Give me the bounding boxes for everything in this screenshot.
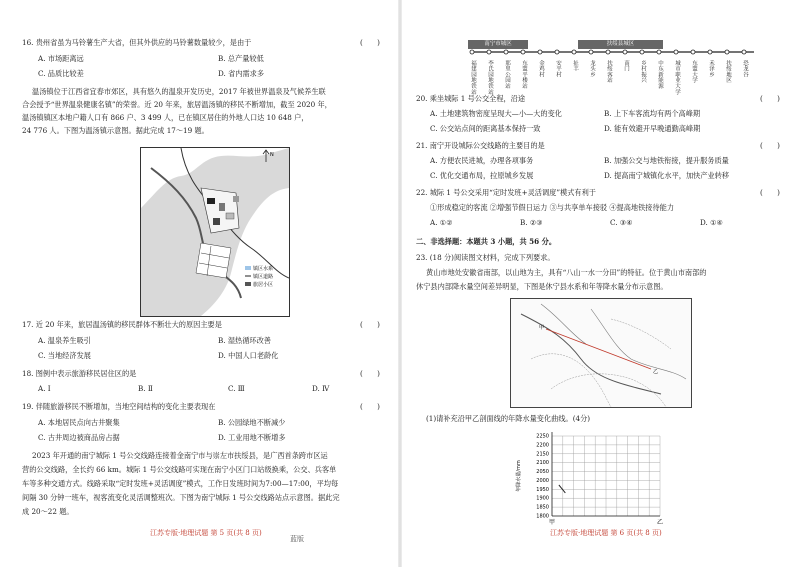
stop-marker — [538, 50, 542, 54]
q21-option-d[interactable]: D. 提高南宁城镇化水平，加快产业转移 — [604, 171, 730, 180]
y-tick-label: 2050 — [536, 469, 549, 476]
y-tick-label: 2100 — [536, 460, 549, 467]
q22-option-a[interactable]: A. ①② — [430, 218, 453, 227]
profile-end-label: 乙 — [653, 369, 659, 375]
precip-series-line — [559, 485, 565, 493]
tributary — [541, 304, 586, 344]
tributary — [591, 309, 686, 379]
isohyet-line — [531, 354, 611, 407]
route-stop-5: 金鸡村 — [537, 60, 544, 78]
y-tick-label: 2200 — [536, 442, 549, 449]
stop-marker — [572, 50, 576, 54]
q20-option-c[interactable]: C. 公交站点间的距离基本保持一致 — [430, 124, 541, 133]
q16-option-d[interactable]: D. 省内需求多 — [218, 69, 265, 78]
passage-20-22-line-5: 成 20～22 题。 — [22, 507, 74, 516]
lower-district — [196, 243, 231, 278]
stop-marker — [555, 50, 559, 54]
q19-option-a[interactable]: A. 本地居民点向古井聚集 — [38, 418, 120, 427]
route-stop-17: 恐龙谷 — [741, 60, 748, 78]
q18-option-d[interactable]: D. Ⅳ — [312, 384, 330, 393]
q18-option-c[interactable]: C. Ⅲ — [228, 384, 245, 393]
q23-passage-line-2: 休宁县内部降水量空间差异明显，下图是休宁县水系和年等降水量分布示意图。 — [416, 282, 668, 291]
q19-answer-paren[interactable]: ( ) — [360, 402, 380, 411]
passage-20-22-line-4: 间隔 30 分钟一班车，视客流变化灵活调整班次。下图为南宁城际 1 号公交线路站点示意图。据此完 — [22, 493, 340, 502]
route-stop-6: 安平村 — [554, 60, 561, 78]
q20-stem: 20. 乘坐城际 1 号公交全程，沿途 — [416, 94, 526, 103]
left-footer: 江苏专版·地理试题 第 5 页(共 8 页) — [150, 529, 262, 537]
settlement-block-4 — [213, 218, 220, 225]
q18-stem: 18. 图例中表示旅游移民居住区的是 — [22, 369, 137, 378]
route-line-svg — [468, 46, 758, 66]
y-tick-label: 2000 — [536, 477, 549, 484]
isohyet-line — [611, 319, 671, 349]
settlement-block-5 — [233, 196, 239, 202]
stop-marker — [640, 50, 644, 54]
left-watermark: 蓝版 — [290, 535, 304, 543]
q21-answer-paren[interactable]: ( ) — [760, 141, 780, 150]
q18-option-a[interactable]: A. Ⅰ — [38, 384, 51, 393]
section-2-heading: 二、非选择题：本题共 3 小题，共 56 分。 — [416, 237, 557, 246]
stop-marker — [623, 50, 627, 54]
precipitation-chart — [510, 428, 710, 528]
q17-option-d[interactable]: D. 中国人口老龄化 — [218, 351, 279, 360]
q16-option-c[interactable]: C. 品质比较差 — [38, 69, 84, 78]
route-stop-14: 东盟大学 — [690, 60, 697, 84]
passage-17-19-line-3: 温汤镇镇区本地户籍人口有 866 户、3 499 人，已在镇区居住的外地人口达 10 648 户， — [22, 113, 309, 122]
q19-stem: 19. 伴随旅游移民不断增加，当地空间结构的变化主要表现在 — [22, 402, 216, 411]
xiuning-isohyet-map — [510, 298, 692, 408]
route-stop-2: 李氏园地铁站 — [486, 60, 493, 95]
legend-residence-swatch — [245, 282, 251, 286]
stop-marker — [606, 50, 610, 54]
legend-water-label: 镇区水系 — [253, 266, 274, 272]
passage-17-19-line-1: 温汤镇位于江西省宜春市郊区，具有悠久的温泉开发历史，2017 年被世界温泉及气候养生联 — [32, 87, 326, 96]
q23-passage-line-1: 黄山市地处安徽省南部，以山地为主，具有“八山一水一分田”的特征。位于黄山市南部的 — [426, 268, 707, 277]
right-footer: 江苏专版·地理试题 第 6 页(共 8 页) — [550, 529, 662, 537]
q21-stem: 21. 南宁开设城际公交线路的主要目的是 — [416, 141, 545, 150]
q21-option-c[interactable]: C. 优化交通布局，拉原城乡发展 — [430, 171, 534, 180]
q22-answer-paren[interactable]: ( ) — [760, 188, 780, 197]
route-stop-9: 扶绥客站 — [605, 60, 612, 84]
q22-option-b[interactable]: B. ②③ — [520, 218, 543, 227]
stop-marker — [691, 50, 695, 54]
stop-marker — [521, 50, 525, 54]
y-tick-label: 2150 — [536, 451, 549, 458]
route-stop-1: 福建园地铁站 — [469, 60, 476, 95]
q21-option-a[interactable]: A. 方便农民进城，办理各项事务 — [430, 156, 534, 165]
q17-answer-paren[interactable]: ( ) — [360, 320, 380, 329]
q20-option-a[interactable]: A. 土地建筑物密度呈现大—小—大的变化 — [430, 109, 562, 118]
q23-stem: 23. (18 分)阅读图文材料，完成下列要求。 — [416, 253, 555, 262]
route-stop-7: 扯丰 — [571, 60, 578, 72]
route-stop-16: 扶绥地区 — [724, 60, 731, 84]
north-label: N — [270, 152, 274, 158]
q21-option-b[interactable]: B. 加强公交与地铁衔接，提升服务质量 — [604, 156, 729, 165]
route-stop-8: 龙头乡 — [588, 60, 595, 78]
map-drawing — [141, 148, 289, 316]
isohyet-drawing — [511, 299, 691, 407]
q22-option-c[interactable]: C. ③④ — [610, 218, 633, 227]
y-tick-label: 1950 — [536, 486, 549, 493]
stop-marker — [504, 50, 508, 54]
stop-marker — [470, 50, 474, 54]
route-stop-15: 禾泽乡 — [707, 60, 714, 78]
settlement-block-3 — [226, 213, 234, 219]
right-page — [400, 0, 800, 567]
q17-option-b[interactable]: B. 湿热循环改善 — [218, 336, 271, 345]
route-stop-11: 乡村振兴 — [639, 60, 646, 84]
stop-marker — [589, 50, 593, 54]
q16-answer-paren[interactable]: ( ) — [360, 38, 380, 47]
route-stop-13: 城市职业大学 — [673, 60, 680, 95]
stop-marker — [657, 50, 661, 54]
q18-answer-paren[interactable]: ( ) — [360, 369, 380, 378]
q17-option-a[interactable]: A. 温泉养生吸引 — [38, 336, 91, 345]
y-tick-label: 2250 — [536, 433, 549, 440]
y-tick-label: 1850 — [536, 504, 549, 511]
q16-option-a[interactable]: A. 市场距离远 — [38, 54, 84, 63]
x-start-label: 甲 — [548, 519, 556, 526]
wentang-town-map — [140, 147, 290, 317]
y-tick-label: 1800 — [536, 513, 549, 520]
passage-17-19-line-2: 合会授予“世界温泉健康名镇”的荣誉。近 20 年来，旅居温汤镇的移民不断增加，截至 2020 年， — [22, 100, 332, 109]
q16-stem: 16. 贵州省虽为马铃薯生产大省，但其外供应的马铃薯数量较少，是由于 — [22, 38, 252, 47]
route-stop-4: 东盟平楼站 — [520, 60, 527, 89]
q19-option-d[interactable]: D. 工业用地不断增多 — [218, 433, 286, 442]
y-tick-label: 1900 — [536, 495, 549, 502]
passage-20-22-line-2: 营的公交线路，全长约 66 km。城际 1 号公交线路可实现在南宁小区门口站级换乘，公交、兵客单 — [22, 465, 337, 474]
legend-residence-label: 旅居小区 — [253, 282, 274, 288]
q18-option-b[interactable]: B. Ⅱ — [138, 384, 153, 393]
passage-17-19-line-4: 24 776 人。下图为温汤镇示意图。据此完成 17～19 题。 — [22, 126, 209, 135]
q22-option-d[interactable]: D. ①④ — [700, 218, 723, 227]
q20-option-d[interactable]: D. 能有效避开早晚通勤高峰期 — [604, 124, 701, 133]
stop-marker — [674, 50, 678, 54]
q22-stem: 22. 城际 1 号公交采用“定时发班+灵活调度”模式有利于 — [416, 188, 596, 197]
stop-marker — [725, 50, 729, 54]
settlement-block-2 — [219, 203, 225, 211]
profile-line — [546, 329, 651, 369]
passage-20-22-line-3: 车等多种交通方式。线路采取“定时发班+灵活调度”模式，工作日发班时间为7:00—17:00，平均每 — [22, 479, 339, 488]
x-end-label: 乙 — [656, 519, 664, 526]
route-stop-3: 那里公园站 — [503, 60, 510, 89]
q22-items: ①形成稳定的客流 ②增强节假日运力 ③与共享单车接驳 ④提高地铁接待能力 — [430, 203, 675, 212]
q17-option-c[interactable]: C. 当地经济发展 — [38, 351, 91, 360]
stop-marker — [487, 50, 491, 54]
q19-option-c[interactable]: C. 古井周边被商品房占据 — [38, 433, 120, 442]
q19-option-b[interactable]: B. 公园绿地不断减少 — [218, 418, 286, 427]
route-segment-fusui: 扶绥县城区 — [578, 40, 663, 49]
q20-option-b[interactable]: B. 上下车客流均有两个高峰期 — [604, 109, 701, 118]
route-stop-10: 南门 — [622, 60, 629, 72]
precipitation-chart-svg — [510, 428, 710, 528]
profile-start-label: 甲 — [539, 325, 545, 331]
stop-marker — [742, 50, 746, 54]
q17-stem: 17. 近 20 年来，旅居温汤镇的移民群体不断壮大的原因主要是 — [22, 320, 222, 329]
q23-sub1: (1)请补充沿甲乙剖面线的年降水量变化曲线。(4分) — [426, 414, 591, 423]
bus-route-diagram — [468, 36, 758, 95]
passage-20-22-line-1: 2023 年开通的南宁城际 1 号公交线路连接着金南宁市与崇左市扶绥县，是广西首条跨市区运 — [32, 451, 328, 460]
route-stop-12: 中东新能源 — [656, 60, 663, 89]
settlement-block-1 — [207, 198, 215, 204]
legend-road-label: 镇区道路 — [253, 274, 274, 280]
q20-answer-paren[interactable]: ( ) — [760, 94, 780, 103]
route-segment-nanning: 南宁市城区 — [468, 40, 528, 49]
q16-option-b[interactable]: B. 总产量较低 — [218, 54, 264, 63]
legend-water-swatch — [245, 266, 251, 270]
y-axis-label: 年降水量/mm — [516, 460, 522, 492]
stop-marker — [708, 50, 712, 54]
